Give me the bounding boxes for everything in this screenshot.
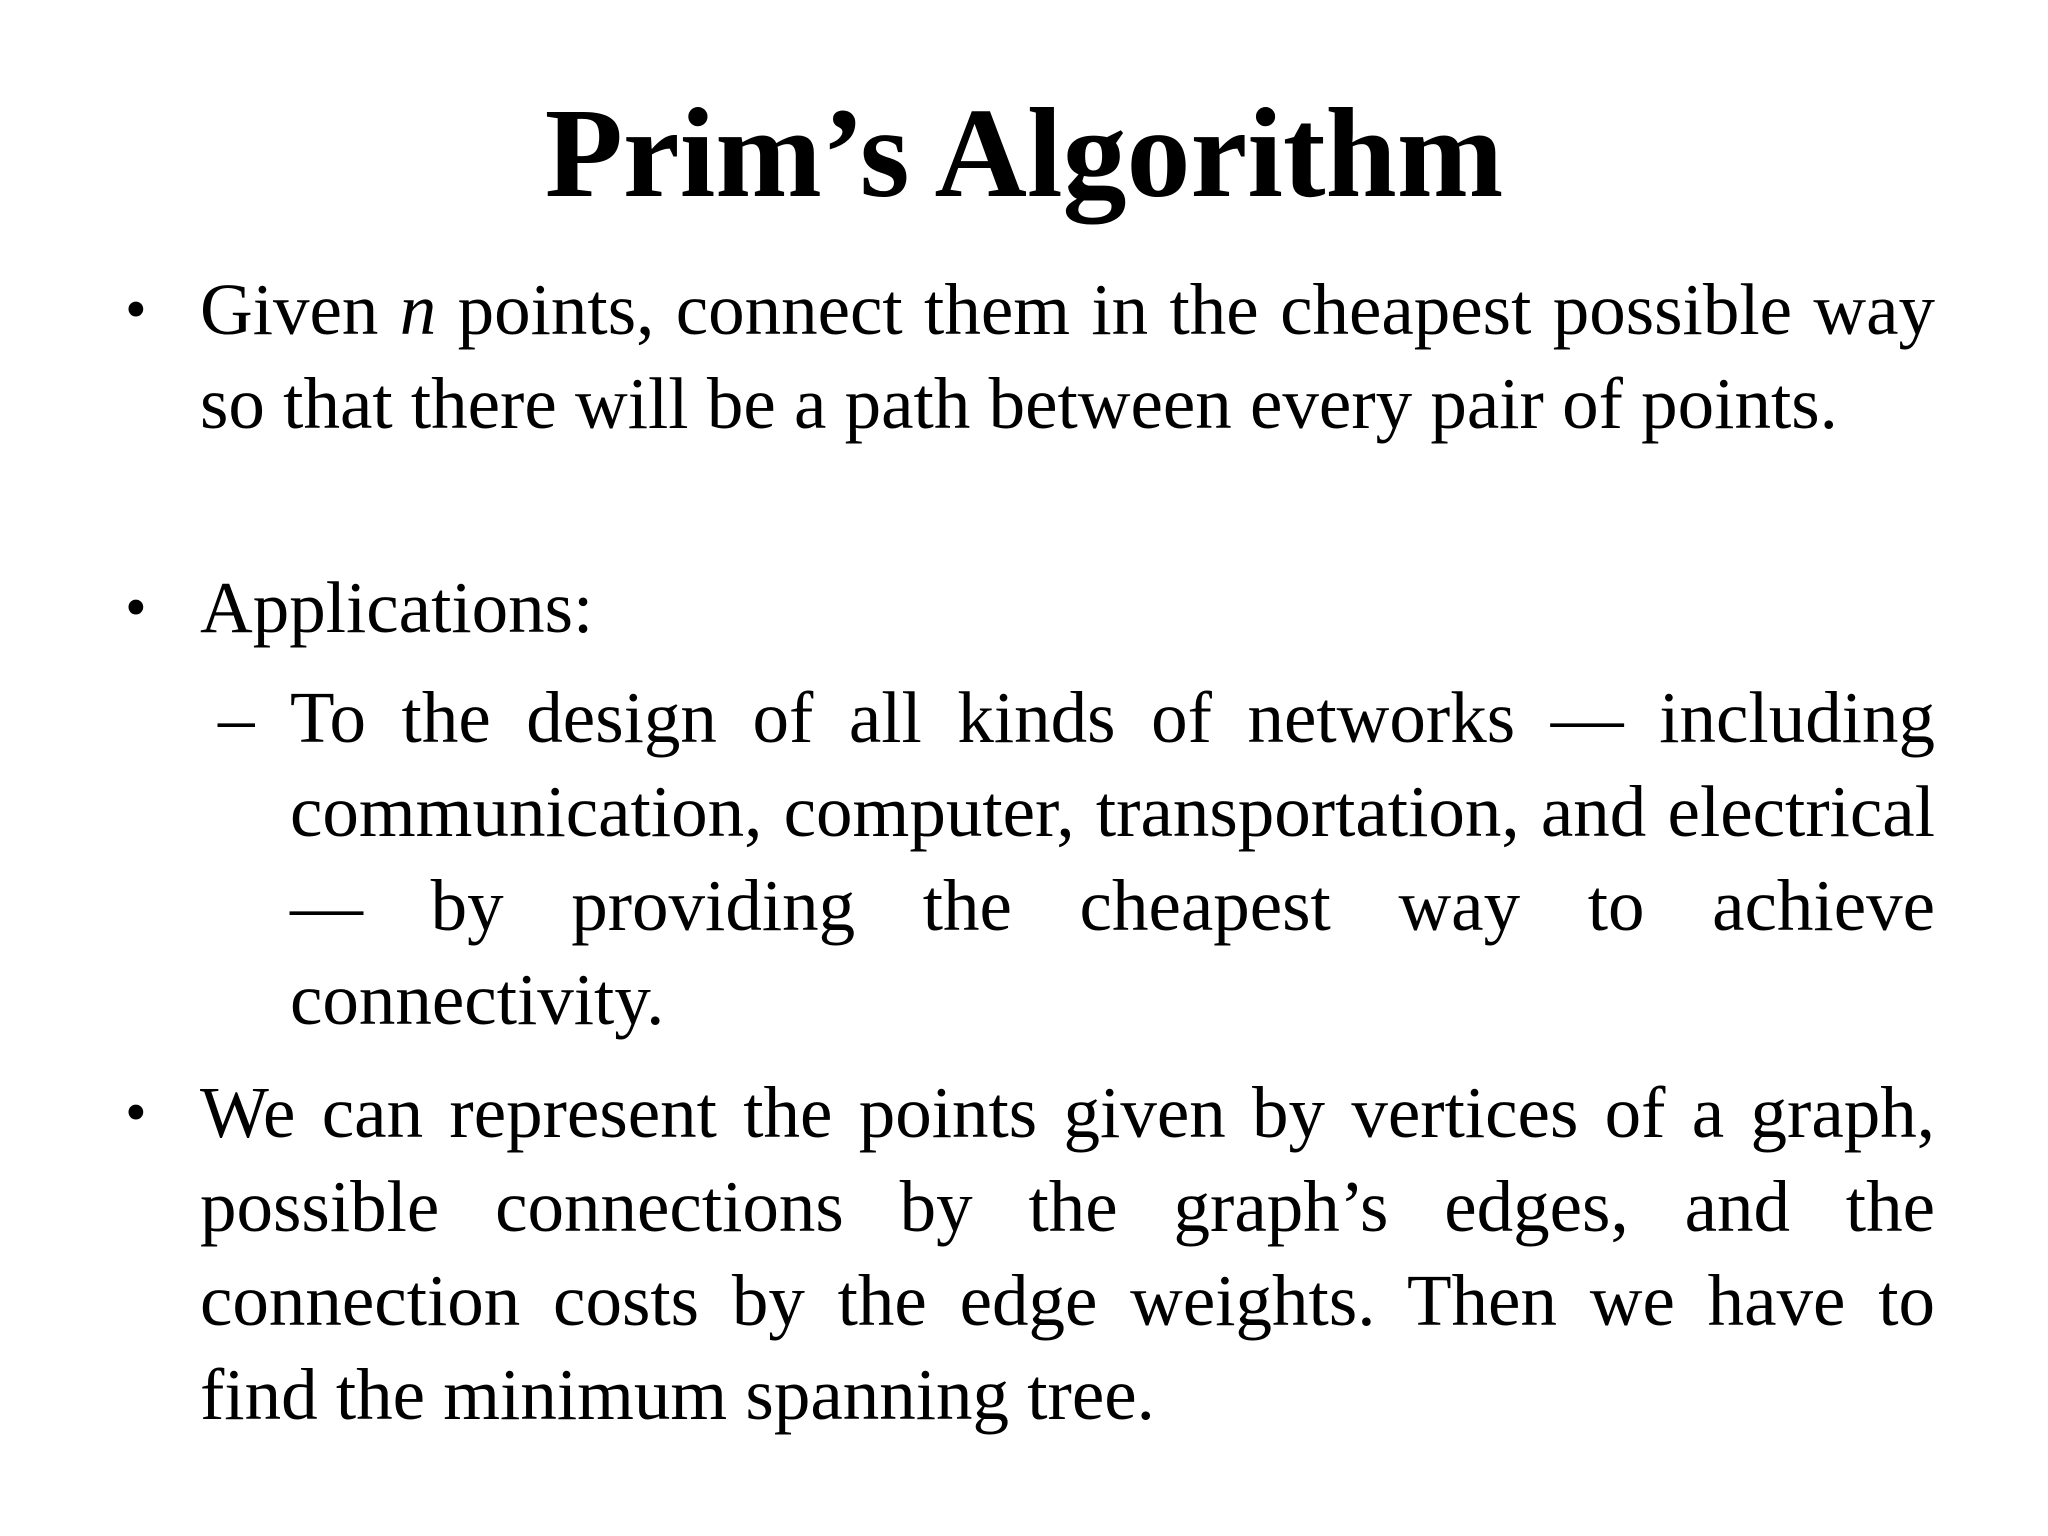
bullet-item-given-points bbox=[125, 263, 1935, 451]
dash-icon: – bbox=[218, 677, 255, 758]
bullet-item-represent-graph bbox=[125, 1066, 1935, 1442]
bullet-text-end: points, connect them in the cheapest possible way so that there will be a path between every pair of points. bbox=[200, 269, 1935, 444]
slide-title: Prim’s Algorithm bbox=[544, 82, 1504, 224]
bullet-item-applications bbox=[125, 561, 1935, 655]
bullet-icon: • bbox=[125, 574, 147, 642]
bullet-text-italic-n: n bbox=[399, 269, 437, 350]
bullet-icon: • bbox=[125, 1079, 147, 1147]
sub-bullet-item-networks bbox=[218, 671, 1935, 1047]
bullet-text-start: Given bbox=[200, 269, 400, 350]
sub-bullet-text: To the design of all kinds of networks — including communication, computer, transportation, and electrical — by providing the cheapest way to achieve connectivity. bbox=[290, 677, 1935, 1040]
bullet-text: Applications: bbox=[200, 567, 594, 648]
bullet-icon: • bbox=[125, 276, 147, 344]
bullet-text: We can represent the points given by vertices of a graph, possible connections by the graph’s edges, and the connection costs by the edge weights. Then we have to find the minimum spanning tree. bbox=[200, 1072, 1935, 1435]
